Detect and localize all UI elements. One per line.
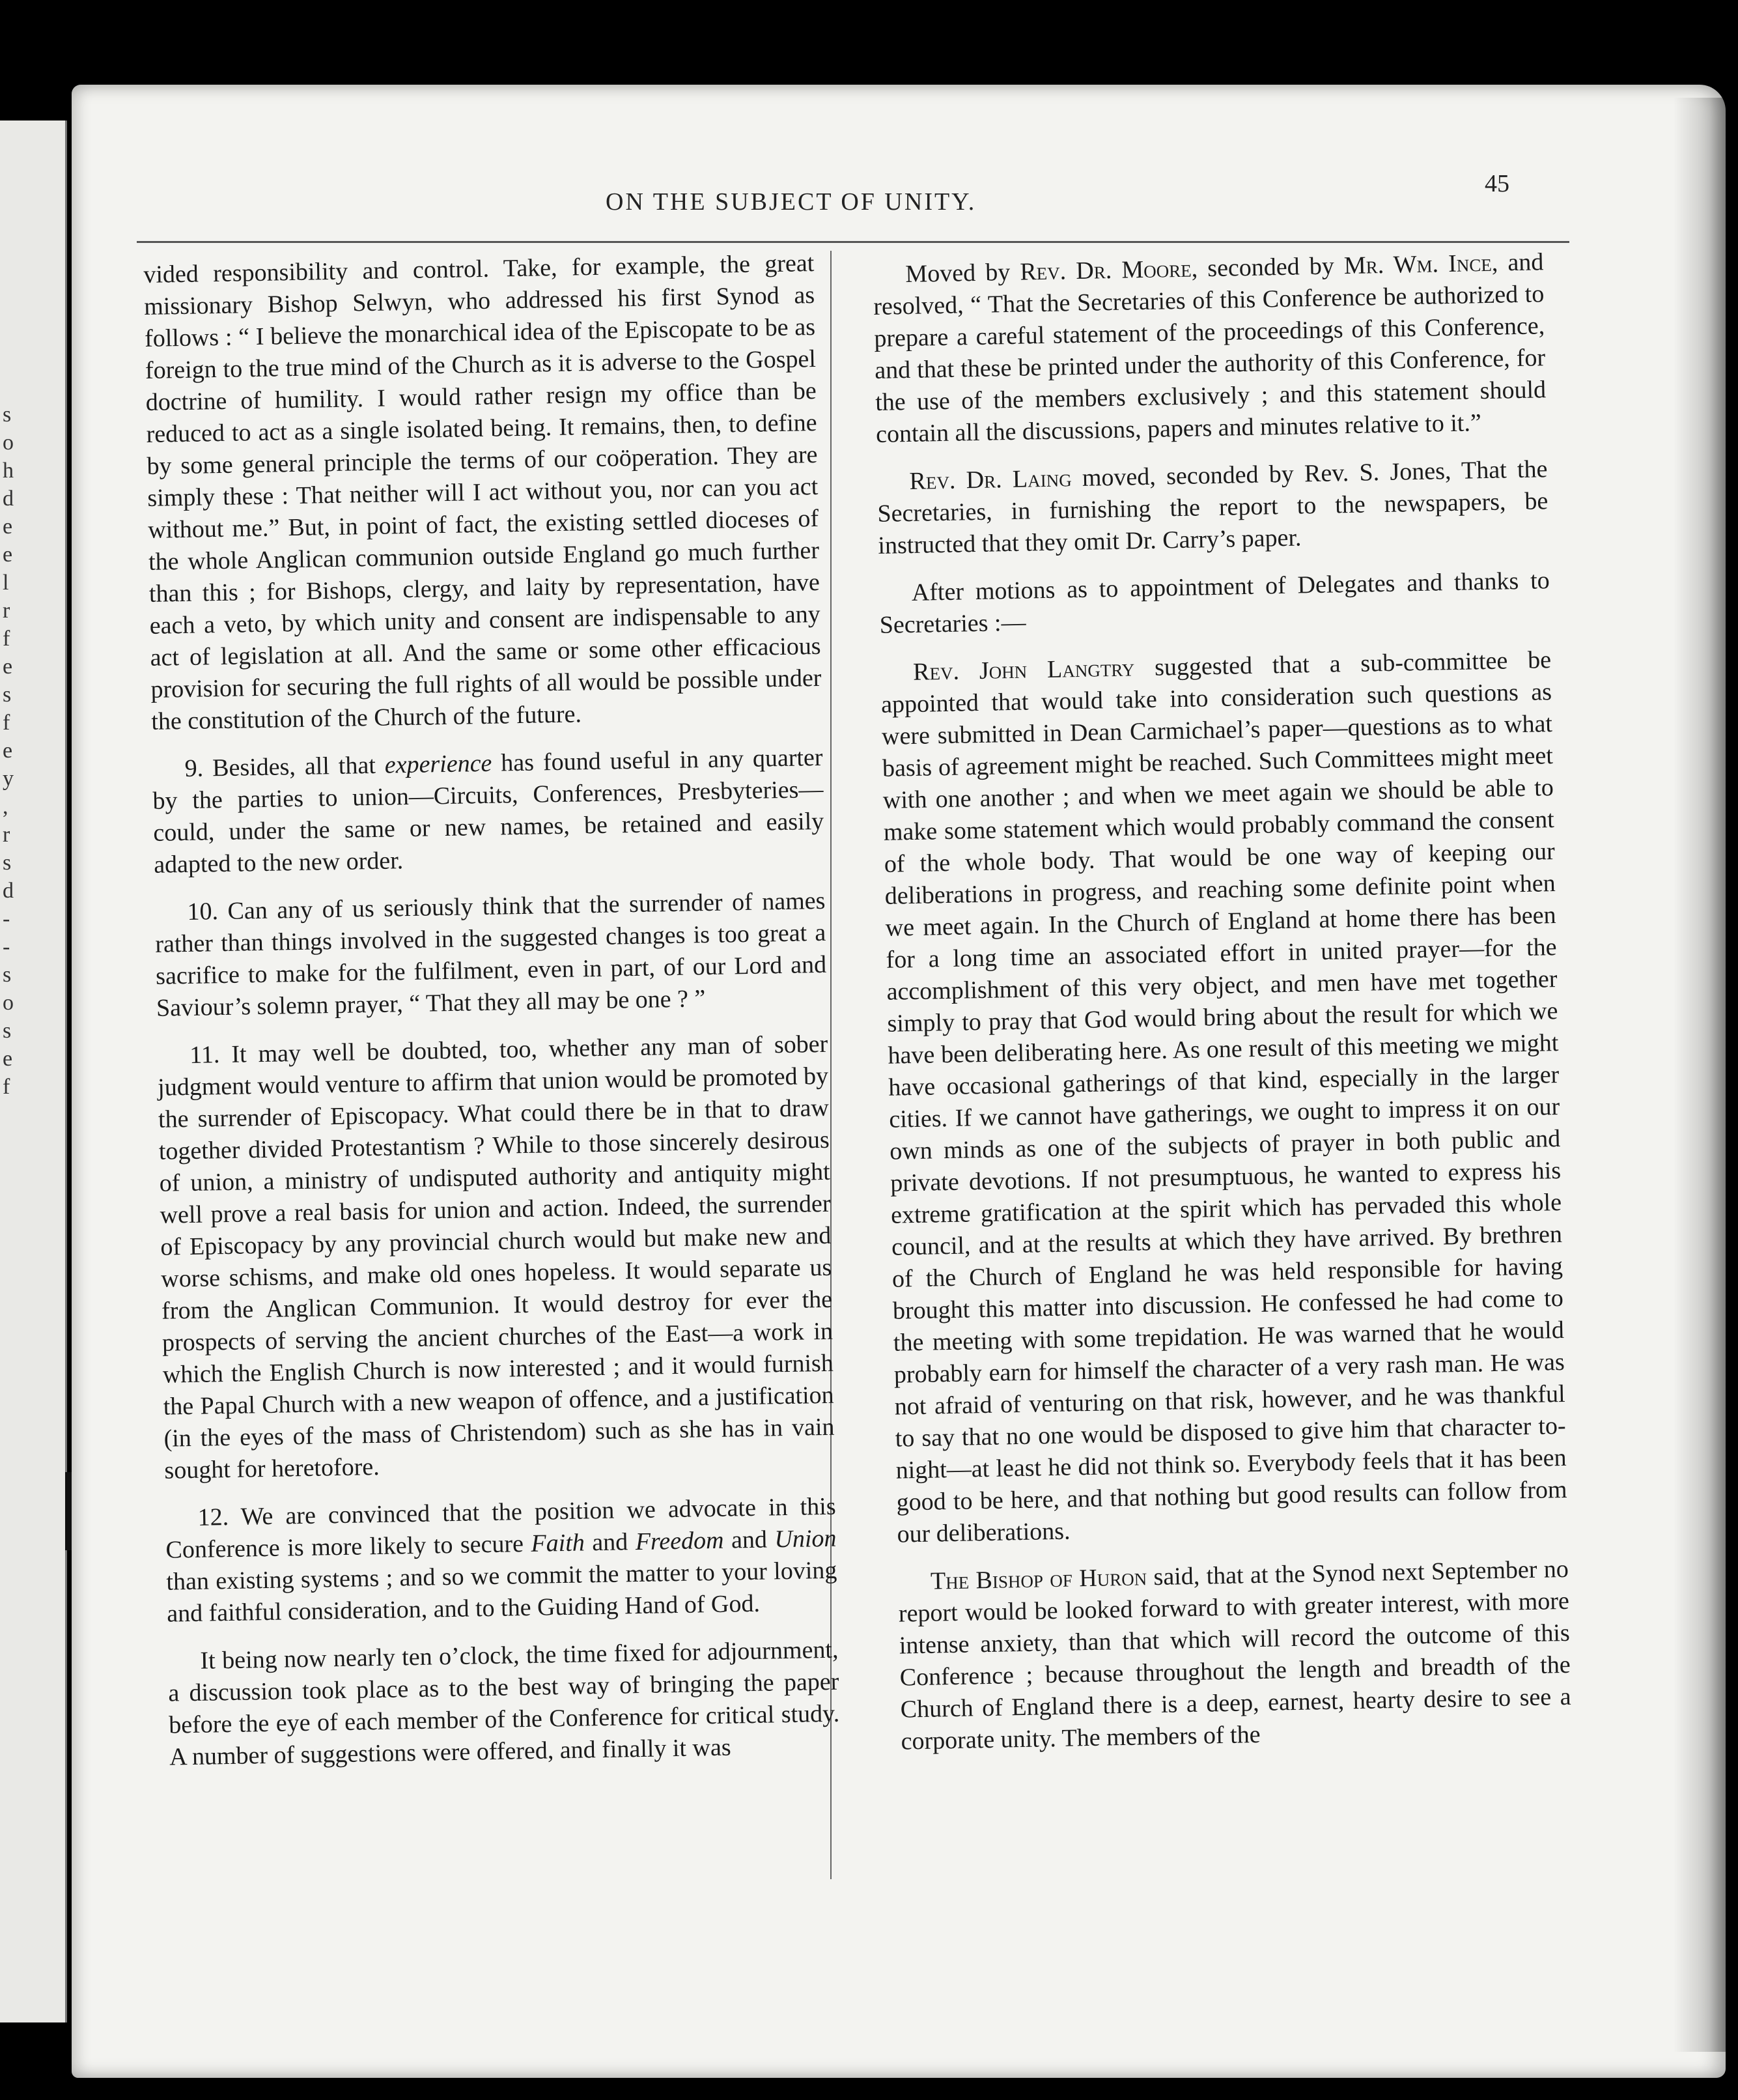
motion-text: , seconded by: [1191, 252, 1345, 283]
motion-text: , and resolved, “ That the Secretaries of this Conference be authorized to prepare a careful statement of the proceedings of this Conference, and that these be printed under the authority of this Conference, for the use of the members exclusively ; and this statement should contain all the discussions, papers and minutes relative to it.”: [873, 248, 1547, 448]
facing-page-letter: s: [3, 851, 12, 875]
header-rule: [137, 241, 1569, 243]
facing-page-letter: ,: [3, 795, 8, 819]
facing-page-edge: [0, 121, 67, 2022]
paragraph-12-text: and: [584, 1528, 636, 1557]
facing-page-letter: -: [3, 935, 10, 959]
speaker-name: The Bishop of Huron: [930, 1563, 1147, 1595]
paragraph-continued: vided responsibility and control. Take, for example, the great missionary Bishop Selwyn, who addressed his first Synod as follows : “ I believe the monarchical idea of the Episcopate to be as foreign to the true mind of the Church as it is adverse to the Gospel doctrine of humility. I would rather resign my office than be reduced to act as a single isolated being. It remains, then, to define by some general principle the terms of our coöperation. They are simply these : That neither will I act without you, nor can you act without me.” But, in point of fact, the existing settled dioceses of the whole Anglican communion outside England go much further than this ; for Bishops, clergy, and laity by representation, have each a veto, by which unity and consent are indispensable to any act of legislation at all. And the same or some other efficacious provision for securing the full rights of all would be possible under the constitution of the Church of the future.: [143, 249, 822, 735]
speech-text: said, that at the Synod next September no report would be looked forward to with greater interest, with more intense anxiety, than that which will record the outcome of this Conference ; because throughout the length and breadth of the Church of England there is a deep, earnest, hearty desire to see a corporate unity. The members of the: [898, 1555, 1571, 1755]
paragraph-9-text: 9. Besides, all that: [184, 751, 385, 783]
book-page: [72, 85, 1726, 2078]
facing-page-letter: f: [3, 1075, 10, 1099]
facing-page-letter: e: [3, 515, 13, 539]
page-curl-shadow: [1674, 98, 1726, 2052]
facing-page-letter: e: [3, 655, 13, 679]
facing-page-letter: f: [3, 627, 10, 651]
paragraph-12-text: and: [723, 1525, 775, 1554]
speech-text: suggested that a sub-committee be appointed that would take into consideration such questions as were submitted in Dean Carmichael’s paper—questions as to what basis of agreement might be reached. Such Committees might meet with one another ; and when we meet again we should be able to make some statement which would probably command the consent of the whole body. That would be one way of keeping our deliberations in progress, and reaching some definite point when we meet again. In the Church of England at home there has been for a long time an associated effort in united prayer—for the accomplishment of this very object, and men have met together simply to pray that God would bring about the result for which we have been deliberating here. As one result of this meeting we might have occasional gatherings of that kind, especially in the larger cities. If we cannot have gatherings, we ought to impress it on our own minds as one of the subjects of prayer in both public and private devotions. If not presumptuous, he wanted to express his extreme gratification at the spirit which has pervaded this whole council, and at the results at which they have arrived. By brethren of the Church of England he was held responsible for having brought this matter into discussion. He confessed he had come to the meeting with some trepidation. He was warned that he would probably earn for himself the character of a very rash man. He was not afraid of venturing on that risk, however, and he was thankful to say that no one would be disposed to give him that character to-night—at least he did not think so. Everybody feels that it has been good to be here, and that nothing but good results can follow from our deliberations.: [880, 646, 1567, 1548]
paragraph-10: 10. Can any of us seriously think that the surrender of names rather than things involved in the suggested changes is too great a sacrifice to make for the fulfilment, even in part, of our Lord and Saviour’s solemn prayer, “ That they all may be one ? ”: [154, 887, 827, 1022]
speaker-name: Rev. Dr. Moore: [1019, 255, 1192, 286]
paragraph-12: [165, 1491, 837, 1630]
facing-page-letter: h: [3, 459, 14, 483]
paragraph-12-text-end: than existing systems ; and so we commit the matter to your loving and faithful consideration, and to the Guiding Hand of God.: [166, 1556, 837, 1628]
facing-page-letter: -: [3, 907, 10, 931]
facing-page-letter: s: [3, 963, 12, 987]
facing-page-letter: r: [3, 823, 10, 847]
paragraph-9: [152, 742, 824, 881]
bishop-huron-remarks: [898, 1554, 1572, 1758]
motion-delegates: After motions as to appointment of Delegates and thanks to Secretaries :—: [879, 567, 1550, 639]
facing-page-letter: e: [3, 543, 13, 567]
paragraph-12-text: 12. We are convinced that the position we advocate in this Conference is more likely to secure: [165, 1492, 836, 1564]
paragraph-11: 11. It may well be doubted, too, whether any man of sober judgment would venture to affirm that union would be promoted by the surrender of Episcopacy. What could there be in that to draw together divided Protestantism ? While to those sincerely desirous of union, a ministry of undisputed authority and antiquity might well prove a real basis for union and action. Indeed, the surrender of Episcopacy by any provincial church would but make new and worse schisms, and make old ones hopeless. It would separate us from the Anglican Communion. It would destroy for ever the prospects of serving the ancient churches of the East—a work in which the English Church is now interested ; and it would furnish the Papal Church with a new weapon of offence, and a justification (in the eyes of the mass of Christendom) such as she has in vain sought for heretofore.: [157, 1030, 835, 1484]
facing-page-letter: r: [3, 599, 10, 623]
facing-page-letter: e: [3, 1047, 13, 1071]
facing-page-letter: o: [3, 991, 14, 1015]
paragraph-9-text-end: has found useful in any quarter by the parties to union—Circuits, Conferences, Presbyteries—could, under the same or new names, be retained and easily adapted to the new order.: [152, 743, 824, 879]
paragraph-adjournment: It being now nearly ten o’clock, the time fixed for adjournment, a discussion took place as to the best way of bringing the paper before the eye of each member of the Conference for critical study. A number of suggestions were offered, and finally it was: [168, 1636, 840, 1771]
running-head: ON THE SUBJECT OF UNITY.: [606, 188, 977, 216]
facing-page-letters: [3, 401, 29, 1101]
speaker-name: Rev. John Langtry: [912, 654, 1135, 686]
paragraph-12-italic-faith: Faith: [531, 1529, 585, 1557]
speaker-name: Rev. Dr. Laing: [909, 464, 1072, 495]
facing-page-letter: y: [3, 767, 14, 791]
motion-laing: [876, 453, 1549, 562]
paragraph-9-italic: experience: [384, 749, 492, 779]
facing-page-letter: e: [3, 739, 13, 763]
speaker-name: Mr. Wm. Ince: [1343, 249, 1493, 280]
left-column: [143, 248, 841, 1789]
paragraph-12-italic-freedom: Freedom: [635, 1526, 724, 1556]
facing-page-letter: s: [3, 1019, 12, 1043]
motion-text: moved, seconded by Rev. S. Jones, That the Secretaries, in furnishing the report to the newspapers, be instructed that they omit Dr. Carry’s paper.: [877, 455, 1549, 560]
right-column: [873, 246, 1572, 1773]
facing-page-letter: s: [3, 403, 12, 427]
motion-moore: [873, 246, 1547, 451]
paragraph-12-italic-union: Union: [774, 1524, 837, 1554]
facing-page-letter: o: [3, 431, 14, 455]
facing-page-letter: s: [3, 683, 12, 707]
facing-page-letter: f: [3, 711, 10, 735]
page-number: 45: [1485, 170, 1509, 197]
facing-page-letter: d: [3, 879, 14, 903]
facing-page-letter: d: [3, 487, 14, 511]
langtry-suggestion: [880, 644, 1568, 1551]
motion-text: Moved by: [905, 258, 1020, 289]
facing-page-letter: l: [3, 571, 9, 595]
